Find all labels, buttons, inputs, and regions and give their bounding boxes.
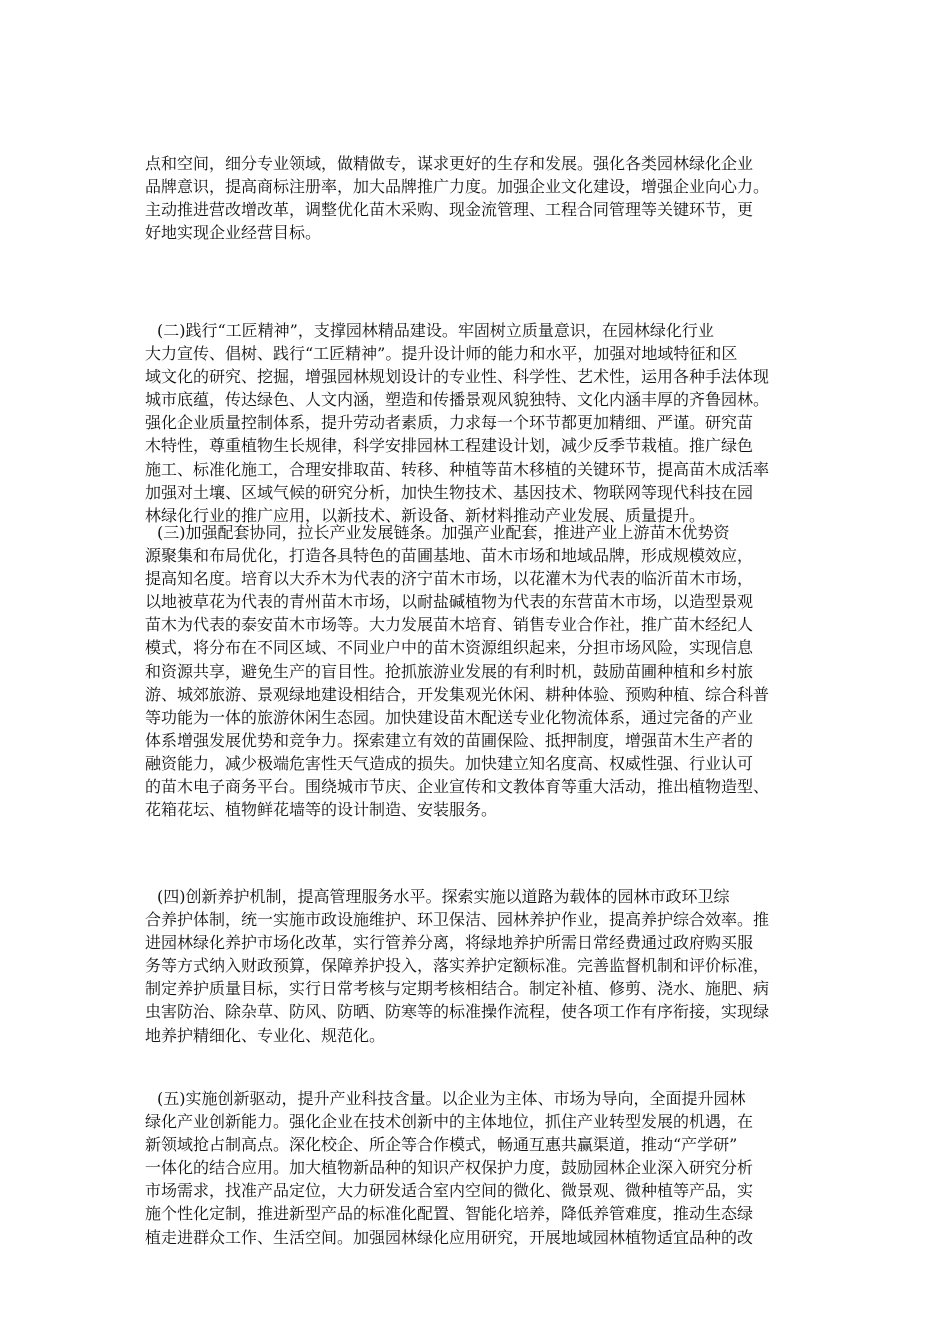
paragraph-4 [145,885,845,1047]
text-line: (三)加强配套协同，拉长产业发展链条。加强产业配套，推进产业上游苗木优势资 [157,523,730,542]
text-line: 虫害防治、除杂草、防风、防晒、防寒等的标准操作流程，使各项工作有序衔接，实现绿 [145,1002,770,1022]
text-line: 市场需求，找准产品定位，大力研发适合室内空间的微化、微景观、微种植等产品，实 [145,1181,754,1201]
text-line: 施工、标准化施工，合理安排取苗、转移、种植等苗木移植的关键环节，提高苗木成活率 [145,459,770,479]
text-line: 好地实现企业经营目标。 [145,223,322,243]
text-line: 植走进群众工作、生活空间。加强园林绿化应用研究，开展地域园林植物适宜品种的改 [145,1227,754,1247]
text-line: 新领域抢占制高点。深化校企、所企等合作模式，畅通互惠共赢渠道，推动“产学研” [145,1135,738,1155]
text-line: 融资能力，减少极端危害性天气造成的损失。加快建立知名度高、权威性强、行业认可 [145,753,754,773]
paragraph-3 [145,521,845,821]
text-line: 等功能为一体的旅游休闲生态园。加快建设苗木配送专业化物流体系，通过完备的产业 [145,707,754,727]
text-line: 源聚集和布局优化，打造各具特色的苗圃基地、苗木市场和地域品牌，形成规模效应， [145,546,754,566]
text-line: 进园林绿化养护市场化改革，实行管养分离，将绿地养护所需日常经费通过政府购买服 [145,933,754,953]
text-line: 提高知名度。培育以大乔木为代表的济宁苗木市场，以花灌木为代表的临沂苗木市场， [145,569,754,589]
text-line: 主动推进营改增改革，调整优化苗木采购、现金流管理、工程合同管理等关键环节，更 [145,200,754,220]
text-line: 合养护体制，统一实施市政设施维护、环卫保洁、园林养护作业，提高养护综合效率。推 [145,910,770,930]
text-line: (五)实施创新驱动，提升产业科技含量。以企业为主体、市场为导向，全面提升园林 [157,1089,746,1108]
paragraph-5 [145,1087,845,1249]
text-line: 以地被草花为代表的青州苗木市场，以耐盐碱植物为代表的东营苗木市场，以造型景观 [145,592,754,612]
text-line: 体系增强发展优势和竞争力。探索建立有效的苗圃保险、抵押制度，增强苗木生产者的 [145,730,754,750]
text-line: 施个性化定制，推进新型产品的标准化配置、智能化培养，降低养管难度，推动生态绿 [145,1204,754,1224]
text-line: 木特性，尊重植物生长规律，科学安排园林工程建设计划，减少反季节栽植。推广绿色 [145,436,754,456]
text-line: 品牌意识，提高商标注册率，加大品牌推广力度。加强企业文化建设，增强企业向心力。 [145,177,770,197]
text-line: 绿化产业创新能力。强化企业在技术创新中的主体地位，抓住产业转型发展的机遇，在 [145,1112,754,1132]
text-line: 务等方式纳入财政预算，保障养护投入，落实养护定额标准。完善监督机制和评价标准， [145,956,770,976]
text-line: 制定养护质量目标，实行日常考核与定期考核相结合。制定补植、修剪、浇水、施肥、病 [145,979,770,999]
text-line: 花箱花坛、植物鲜花墙等的设计制造、安装服务。 [145,800,498,820]
text-line: 模式，将分布在不同区域、不同业户中的苗木资源组织起来，分担市场风险，实现信息 [145,638,754,658]
text-line: (四)创新养护机制，提高管理服务水平。探索实施以道路为载体的园林市政环卫综 [157,887,730,906]
text-line: 加强对土壤、区域气候的研究分析，加快生物技术、基因技术、物联网等现代科技在园 [145,482,754,502]
text-line: (二)践行“工匠精神”，支撑园林精品建设。牢固树立质量意识，在园林绿化行业 [157,321,714,340]
text-line: 点和空间，细分专业领域，做精做专，谋求更好的生存和发展。强化各类园林绿化企业 [145,154,754,173]
text-line: 一体化的结合应用。加大植物新品种的知识产权保护力度，鼓励园林企业深入研究分析 [145,1158,754,1178]
text-line: 大力宣传、倡树、践行“工匠精神”。提升设计师的能力和水平，加强对地域特征和区 [145,344,738,364]
text-line: 城市底蕴，传达绿色、人文内涵，塑造和传播景观风貌独特、文化内涵丰厚的齐鲁园林。 [145,390,770,410]
paragraph-2 [145,319,845,527]
text-line: 域文化的研究、挖掘，增强园林规划设计的专业性、科学性、艺术性，运用各种手法体现 [145,367,770,387]
text-line: 苗木为代表的泰安苗木市场等。大力发展苗木培育、销售专业合作社，推广苗木经纪人 [145,615,754,635]
text-line: 林绿化行业的推广应用，以新技术、新设备、新材料推动产业发展、质量提升。 [145,505,706,525]
text-line: 的苗木电子商务平台。围绕城市节庆、企业宣传和文教体育等重大活动，推出植物造型、 [145,777,770,797]
text-line: 地养护精细化、专业化、规范化。 [145,1025,386,1045]
text-line: 和资源共享，避免生产的盲目性。抢抓旅游业发展的有利时机，鼓励苗圃种植和乡村旅 [145,661,754,681]
text-line: 强化企业质量控制体系，提升劳动者素质，力求每一个环节都更加精细、严谨。研究苗 [145,413,754,433]
paragraph-1 [145,152,845,244]
text-line: 游、城郊旅游、景观绿地建设相结合，开发集观光休闲、耕种体验、预购种植、综合科普 [145,684,770,704]
